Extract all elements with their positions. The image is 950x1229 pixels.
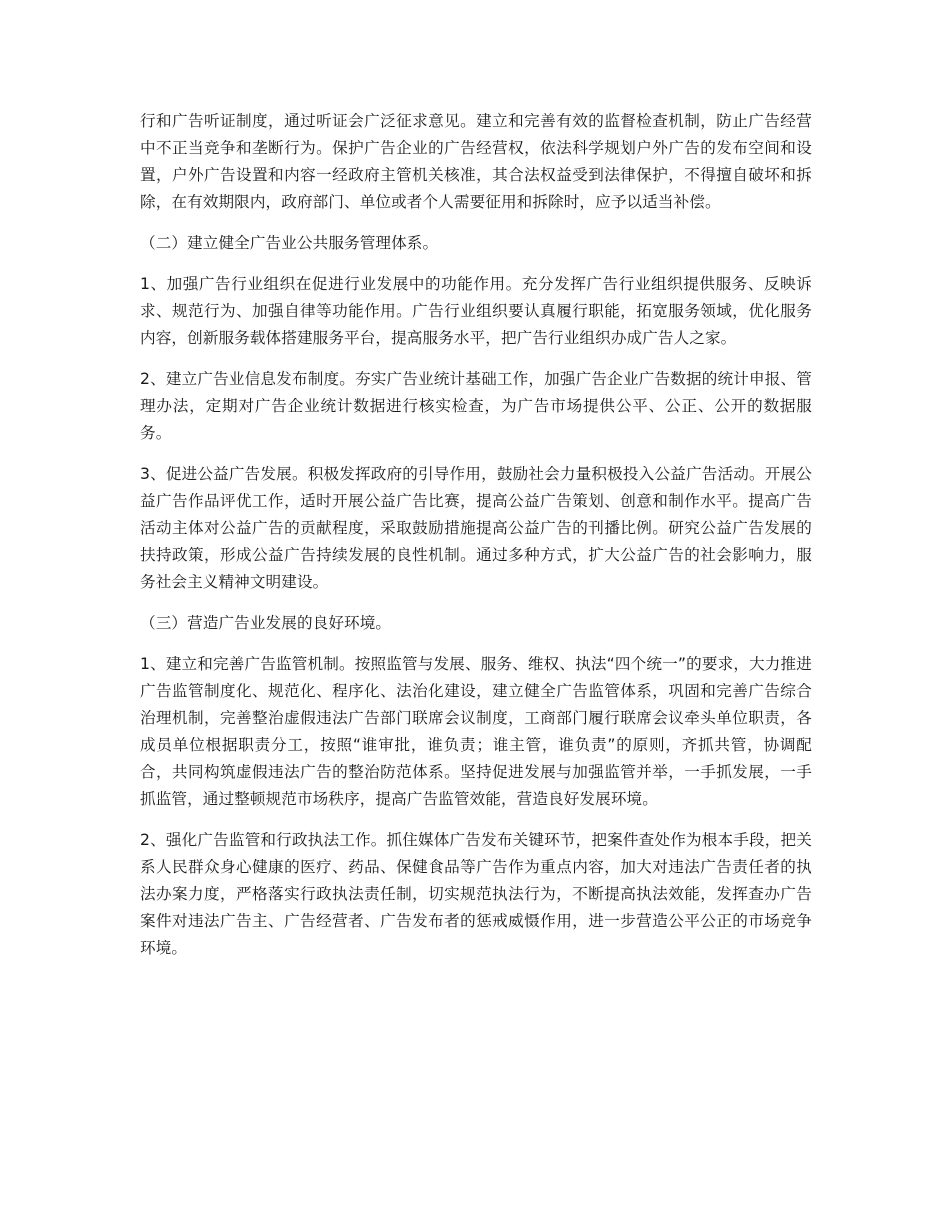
- paragraph-public-welfare-ads: 3、促进公益广告发展。积极发挥政府的引导作用，鼓励社会力量积极投入公益广告活动。开展公益广告作品评优工作，适时开展公益广告比赛，提高公益广告策划、创意和制作水平。提高广告活动主体对公益广告的贡献程度，采取鼓励措施提高公益广告的刊播比例。研究公益广告发展的扶持政策，形成公益广告持续发展的良性机制。通过多种方式，扩大公益广告的社会影响力，服务社会主义精神文明建设。: [140, 465, 812, 591]
- section-heading-public-service: （二）建立健全广告业公共服务管理体系。: [140, 234, 439, 252]
- paragraph-hearing-system: 行和广告听证制度，通过听证会广泛征求意见。建立和完善有效的监督检查机制，防止广告经营中不正当竞争和垄断行为。保护广告企业的广告经营权，依法科学规划户外广告的发布空间和设置，户外广告设置和内容一经政府主管机关核准，其合法权益受到法律保护，不得擅自破坏和拆除，在有效期限内，政府部门、单位或者个人需要征用和拆除时，应予以适当补偿。: [140, 112, 812, 211]
- paragraph-law-enforcement: 2、强化广告监管和行政执法工作。抓住媒体广告发布关键环节，把案件查处作为根本手段，把关系人民群众身心健康的医疗、药品、保健食品等广告作为重点内容，加大对违法广告责任者的执法办案力度，严格落实行政执法责任制，切实规范执法行为，不断提高执法效能，发挥查办广告案件对违法广告主、广告经营者、广告发布者的惩戒威慑作用，进一步营造公平公正的市场竞争环境。: [140, 831, 812, 957]
- section-heading-environment: （三）营造广告业发展的良好环境。: [140, 614, 392, 632]
- paragraph-industry-organization: 1、加强广告行业组织在促进行业发展中的功能作用。充分发挥广告行业组织提供服务、反映诉求、规范行为、加强自律等功能作用。广告行业组织要认真履行职能，拓宽服务领域，优化服务内容，创新服务载体搭建服务平台，提高服务水平，把广告行业组织办成广告人之家。: [140, 275, 812, 347]
- document-body: [140, 108, 812, 976]
- paragraph-supervision-mechanism: 1、建立和完善广告监管机制。按照监管与发展、服务、维权、执法“四个统一”的要求，大力推进广告监管制度化、规范化、程序化、法治化建设，建立健全广告监管体系，巩固和完善广告综合治理机制，完善整治虚假违法广告部门联席会议制度，工商部门履行联席会议牵头单位职责，各成员单位根据职责分工，按照“谁审批，谁负责；谁主管，谁负责”的原则，齐抓共管，协调配合，共同构筑虚假违法广告的整治防范体系。坚持促进发展与加强监管并举，一手抓发展，一手抓监管，通过整顿规范市场秩序，提高广告监管效能，营造良好发展环境。: [140, 655, 812, 808]
- paragraph-information-release: 2、建立广告业信息发布制度。夯实广告业统计基础工作，加强广告企业广告数据的统计申报、管理办法，定期对广告企业统计数据进行核实检查，为广告市场提供公平、公正、公开的数据服务。: [140, 370, 812, 442]
